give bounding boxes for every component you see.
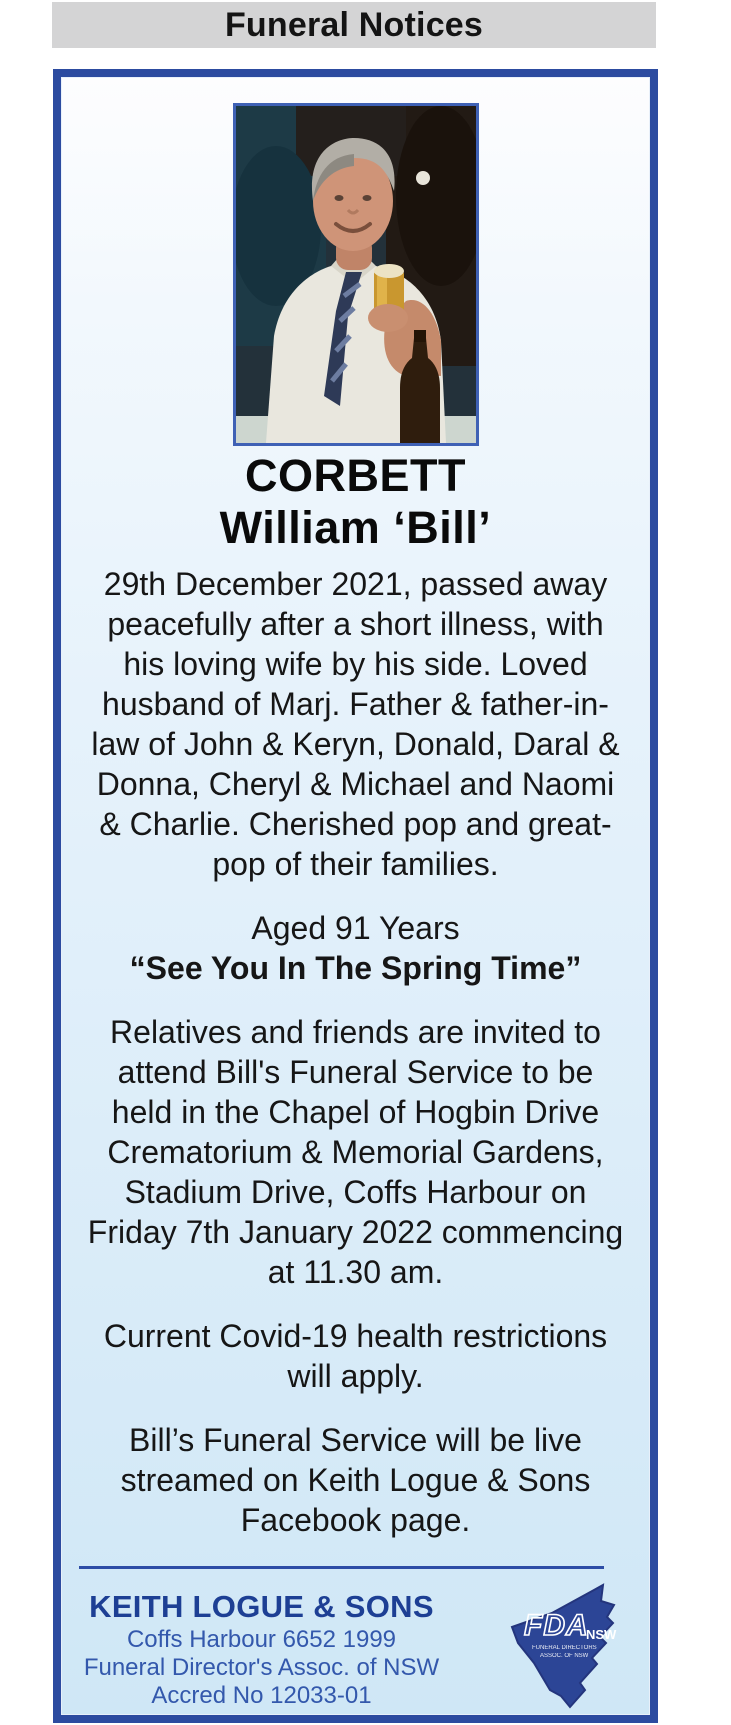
notice-paragraph-livestream: Bill’s Funeral Service will be live streamed on Keith Logue & Sons Facebook page. (120, 1422, 591, 1538)
fda-logo-acronym: FDA (524, 1609, 589, 1642)
footer-divider (79, 1566, 604, 1569)
fda-logo-small-text-2: ASSOC. OF NSW (540, 1653, 589, 1659)
notice-quote-line: “See You In The Spring Time” (129, 950, 582, 986)
funeral-director-company: KEITH LOGUE & SONS (89, 1588, 434, 1624)
funeral-director-details (69, 1588, 454, 1710)
fda-logo-state: NSW (586, 1627, 617, 1642)
deceased-surname: CORBETT (245, 450, 466, 501)
fda-logo-small-text-1: FUNERAL DIRECTORS (532, 1645, 597, 1651)
deceased-photo-frame (233, 103, 479, 446)
funeral-director-accreditation: Accred No 12033-01 (151, 1681, 372, 1709)
funeral-director-phone: Coffs Harbour 6652 1999 (126, 1625, 397, 1653)
deceased-photo (236, 106, 476, 443)
fda-nsw-logo (490, 1583, 640, 1714)
funeral-notice-card (53, 69, 658, 1723)
funeral-director-association: Funeral Director's Assoc. of NSW (83, 1653, 440, 1681)
deceased-given-names: William ‘Bill’ (219, 502, 492, 553)
notice-paragraph-covid: Current Covid-19 health restrictions will apply. (103, 1318, 608, 1394)
funeral-notices-title-bar (52, 2, 656, 48)
notice-aged-line: Aged 91 Years (251, 910, 460, 946)
funeral-director-footer (61, 1581, 650, 1714)
notice-paragraph-passing: 29th December 2021, passed away peacefully after a short illness, with his loving wife by his side. Loved husband of Marj. Father & father-in-law of John & Keryn, Donald, Daral & Donna, Cheryl & Michael and Naomi & Charlie. Cherished pop and great-pop of their families. (91, 566, 620, 882)
notice-paragraph-service: Relatives and friends are invited to attend Bill's Funeral Service to be held in the Chapel of Hogbin Drive Crematorium & Memorial Gardens, Stadium Drive, Coffs Harbour on Friday 7th January 2022 commencing at 11.30 am. (87, 1014, 624, 1290)
page-title: Funeral Notices (224, 5, 484, 44)
